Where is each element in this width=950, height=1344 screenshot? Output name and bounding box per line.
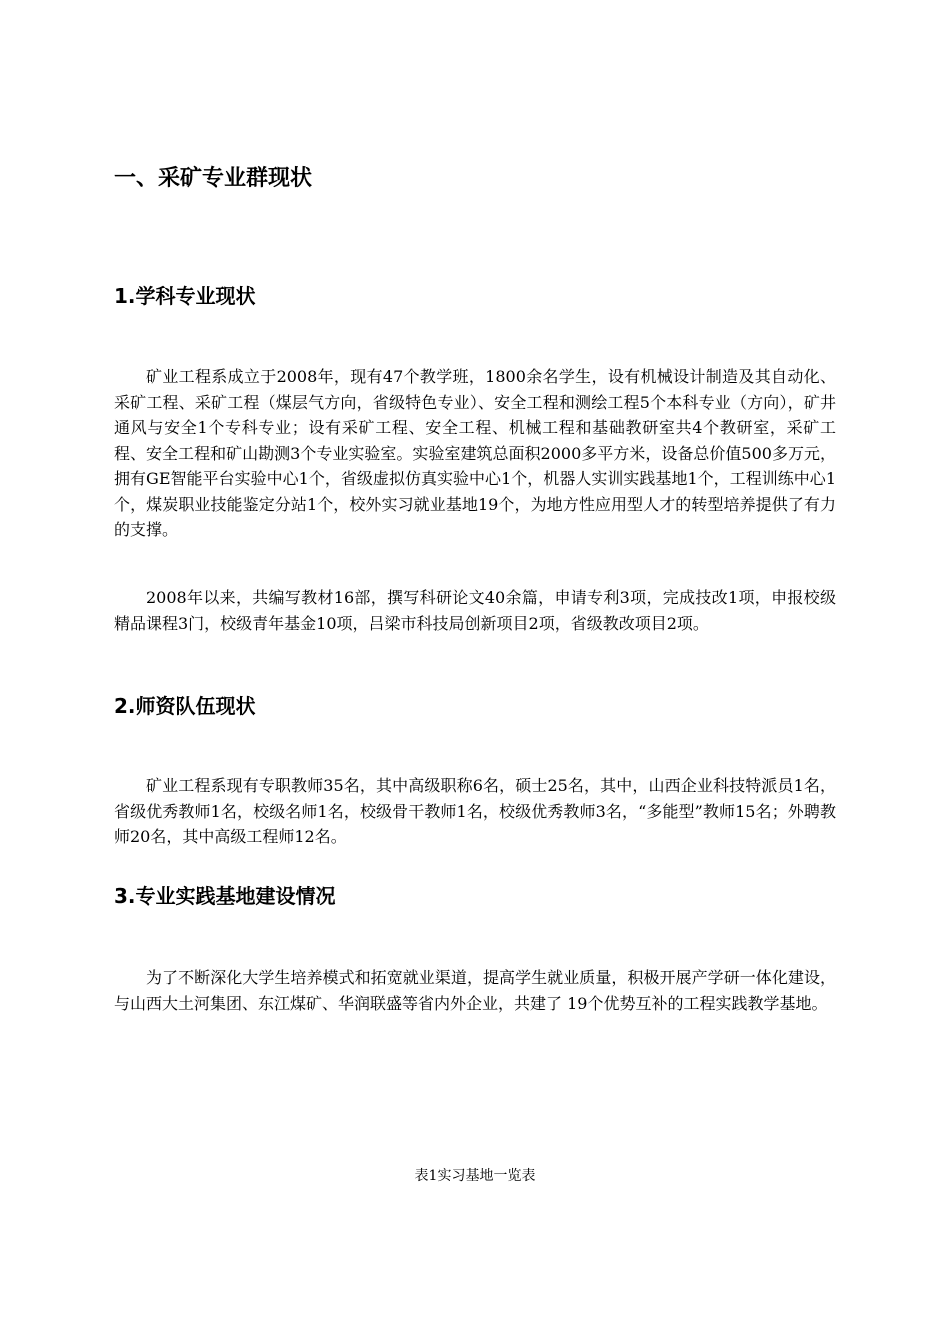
section-heading-practice-base: 3.专业实践基地建设情况 [114,884,336,908]
section-heading-subject: 1.学科专业现状 [114,284,256,308]
paragraph-faculty: 矿业工程系现有专职教师35名，其中高级职称6名，硕士25名，其中，山西企业科技特派员1名，省级优秀教师1名，校级名师1名，校级骨干教师1名，校级优秀教师3名，“多能型”教师15名；外聘教师20名，其中高级工程师12名。 [114,776,836,846]
main-heading: 一、采矿专业群现状 [114,166,313,191]
paragraph-subject-achievements: 2008年以来，共编写教材16部，撰写科研论文40余篇，申请专利3项，完成技改1项，申报校级精品课程3门，校级青年基金10项，吕梁市科技局创新项目2项，省级教改项目2项。 [114,588,836,633]
table-caption: 表1实习基地一览表 [414,1168,536,1184]
paragraph-practice-base: 为了不断深化大学生培养模式和拓宽就业渠道，提高学生就业质量，积极开展产学研一体化建设，与山西大土河集团、东江煤矿、华润联盛等省内外企业，共建了 19个优势互补的工程实践教学基地。 [114,968,836,1013]
section-heading-faculty: 2.师资队伍现状 [114,694,256,718]
paragraph-subject-overview: 矿业工程系成立于2008年，现有47个教学班，1800余名学生，设有机械设计制造及其自动化、采矿工程、采矿工程（煤层气方向，省级特色专业）、安全工程和测绘工程5个本科专业（方向），矿井通风与安全1个专科专业；设有采矿工程、安全工程、机械工程和基础教研室共4个教研室，采矿工程、安全工程和矿山勘测3个专业实验室。实验室建筑总面积2000多平方米，设备总价值500多万元，拥有GE智能平台实验中心1个，省级虚拟仿真实验中心1个，机器人实训实践基地1个，工程训练中心1个，煤炭职业技能鉴定分站1个，校外实习就业基地19个，为地方性应用型人才的转型培养提供了有力的支撑。 [114,367,836,539]
